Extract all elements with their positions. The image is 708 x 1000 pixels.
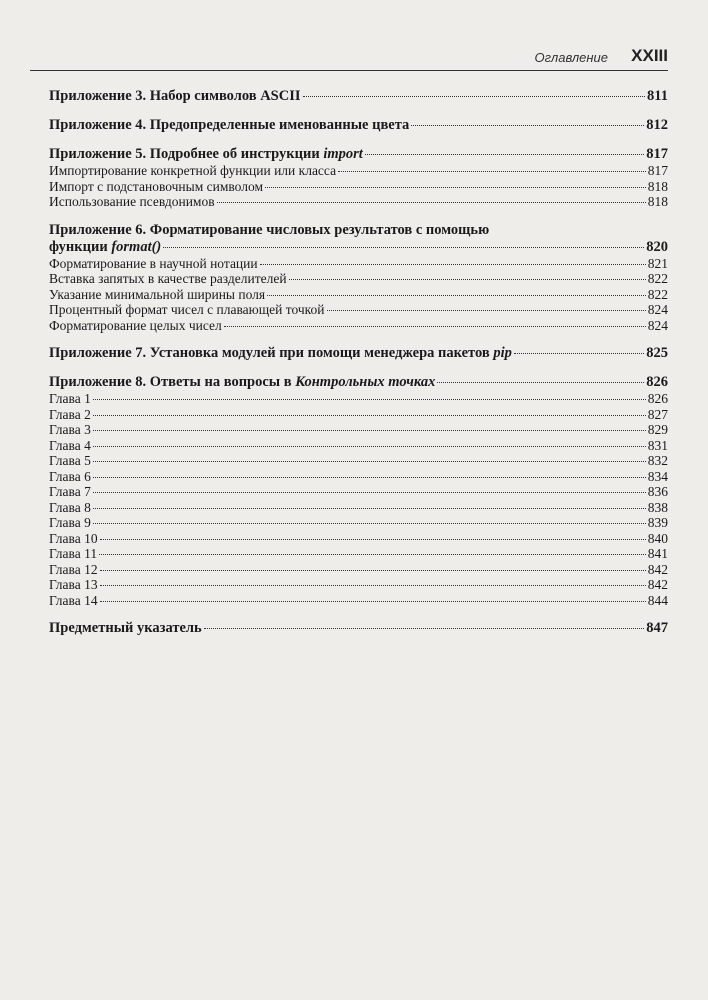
toc-entry-title: Приложение 7. Установка модулей при помощи менеджера пакетов pip bbox=[49, 345, 512, 361]
running-header bbox=[30, 44, 668, 71]
leader-dots bbox=[437, 382, 644, 383]
toc-entry-appendix-7[interactable] bbox=[49, 345, 668, 362]
toc-subentry[interactable]: Глава 3 829 bbox=[49, 422, 668, 437]
toc-subentry[interactable]: Импортирование конкретной функции или класса 817 bbox=[49, 163, 668, 178]
header-page-number: XXIII bbox=[631, 46, 668, 65]
toc-entry-appendix-8[interactable] bbox=[49, 374, 668, 391]
toc-entry-appendix-6[interactable] bbox=[49, 239, 668, 256]
toc-entry-title: Приложение 4. Предопределенные именованные цвета bbox=[49, 117, 410, 133]
toc-entry-title: функции format() bbox=[49, 238, 162, 255]
leader-dots bbox=[365, 154, 644, 155]
toc-entry-appendix-3[interactable] bbox=[49, 88, 668, 105]
toc-subentry[interactable]: Глава 2 827 bbox=[49, 406, 668, 422]
table-of-contents bbox=[49, 88, 668, 637]
toc-subentry[interactable]: Глава 8 838 bbox=[49, 499, 668, 515]
toc-entry-title: Приложение 3. Набор символов ASCII bbox=[49, 88, 301, 104]
leader-dots bbox=[204, 628, 645, 629]
toc-subentry[interactable]: Использование псевдонимов 818 bbox=[49, 194, 668, 209]
toc-entry-page: 820 bbox=[646, 238, 668, 255]
toc-entry-appendix-5[interactable] bbox=[49, 146, 668, 163]
toc-subentry[interactable]: Вставка запятых в качестве разделителей 822 bbox=[49, 271, 668, 286]
leader-dots bbox=[514, 353, 644, 354]
toc-subentry[interactable]: Форматирование целых чисел 824 bbox=[49, 317, 668, 333]
header-section-title: Оглавление bbox=[534, 50, 608, 65]
chapter-list bbox=[49, 391, 668, 608]
leader-dots bbox=[303, 96, 646, 97]
toc-entry-page: 825 bbox=[646, 345, 668, 361]
toc-subentry[interactable]: Процентный формат чисел с плавающей точкой 824 bbox=[49, 302, 668, 317]
leader-dots bbox=[411, 125, 644, 126]
toc-subentry[interactable]: Глава 13 842 bbox=[49, 577, 668, 592]
toc-subentry[interactable]: Глава 14 844 bbox=[49, 592, 668, 608]
toc-entry-page: 826 bbox=[646, 374, 668, 390]
toc-entry-page: 847 bbox=[646, 620, 668, 636]
toc-entry-title: Приложение 5. Подробнее об инструкции import bbox=[49, 146, 363, 162]
toc-subentry[interactable]: Глава 5 832 bbox=[49, 453, 668, 468]
toc-entry-appendix-6-line1[interactable]: Приложение 6. Форматирование числовых результатов с помощью bbox=[49, 221, 490, 238]
toc-entry-index[interactable] bbox=[49, 620, 668, 637]
toc-subentry[interactable]: Указание минимальной ширины поля 822 bbox=[49, 286, 668, 302]
toc-subentry[interactable]: Глава 4 831 bbox=[49, 437, 668, 453]
toc-subentry[interactable]: Глава 6 834 bbox=[49, 468, 668, 484]
toc-entry-page: 812 bbox=[646, 117, 668, 133]
toc-entry-page: 817 bbox=[646, 146, 668, 162]
toc-subentry[interactable]: Глава 7 836 bbox=[49, 484, 668, 499]
toc-entry-title: Предметный указатель bbox=[49, 620, 202, 636]
toc-subentry[interactable]: Глава 11 841 bbox=[49, 546, 668, 561]
toc-subentry[interactable]: Глава 12 842 bbox=[49, 561, 668, 577]
toc-subentry[interactable]: Глава 1 826 bbox=[49, 391, 668, 406]
toc-entry-page: 811 bbox=[647, 88, 668, 104]
toc-entry-title: Приложение 8. Ответы на вопросы в Контрольных точках bbox=[49, 374, 436, 390]
toc-subentry[interactable]: Форматирование в научной нотации 821 bbox=[49, 255, 668, 271]
toc-entry-appendix-4[interactable] bbox=[49, 117, 668, 134]
toc-subentry[interactable]: Глава 10 840 bbox=[49, 530, 668, 546]
toc-subentry[interactable]: Глава 9 839 bbox=[49, 515, 668, 530]
toc-subentry[interactable]: Импорт с подстановочным символом 818 bbox=[49, 178, 668, 194]
leader-dots bbox=[163, 247, 644, 248]
